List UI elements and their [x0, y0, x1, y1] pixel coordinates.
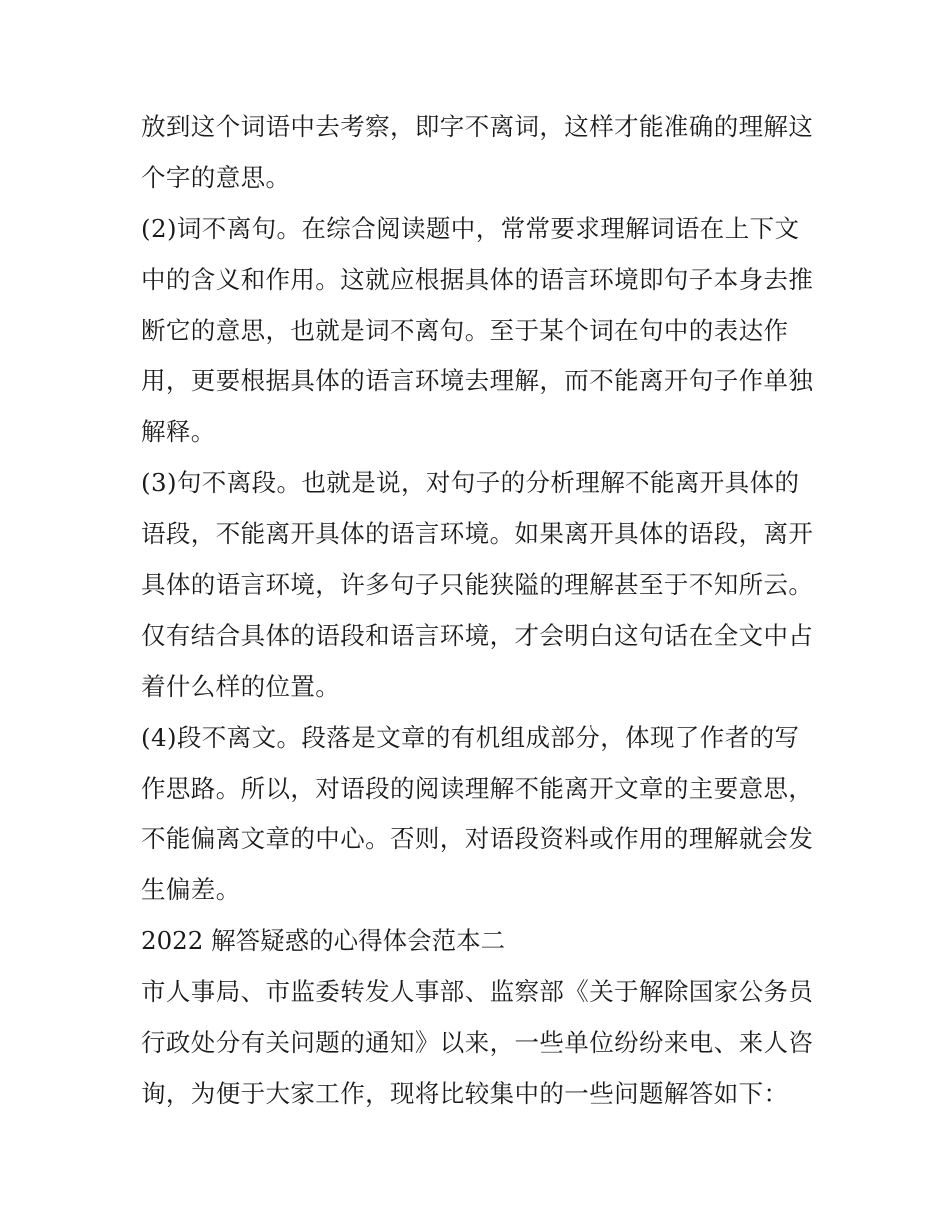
text-line: 生偏差。 — [141, 875, 241, 905]
text-line: 具体的语言环境，许多句子只能狭隘的理解甚至于不知所云。 — [141, 570, 814, 600]
section-heading: 2022 解答疑惑的心得体会范本二 — [141, 926, 506, 956]
text-line: 中的含义和作用。这就应根据具体的语言环境即句子本身去推 — [141, 264, 814, 294]
text-line: 着什么样的位置。 — [141, 671, 341, 701]
text-line: 个字的意思。 — [141, 162, 291, 192]
text-line: 断它的意思，也就是词不离句。至于某个词在句中的表达作 — [141, 315, 789, 345]
text-line: 市人事局、市监委转发人事部、监察部《关于解除国家公务员 — [141, 977, 814, 1007]
text-line: 语段，不能离开具体的语言环境。如果离开具体的语段，离开 — [141, 519, 814, 549]
list-item-2-line: (2)词不离句。在综合阅读题中，常常要求理解词语在上下文 — [141, 213, 800, 243]
text-line: 询，为便于大家工作，现将比较集中的一些问题解答如下： — [141, 1078, 789, 1108]
text-line: 作思路。所以，对语段的阅读理解不能离开文章的主要意思， — [141, 773, 814, 803]
text-line: 放到这个词语中去考察，即字不离词，这样才能准确的理解这 — [141, 112, 814, 141]
document-body — [141, 102, 821, 1120]
text-line: 用，更要根据具体的语言环境去理解，而不能离开句子作单独 — [141, 366, 814, 396]
list-item-4-line: (4)段不离文。段落是文章的有机组成部分，体现了作者的写 — [141, 722, 800, 752]
text-line: 不能偏离文章的中心。否则，对语段资料或作用的理解就会发 — [141, 824, 814, 854]
list-item-3-line: (3)句不离段。也就是说，对句子的分析理解不能离开具体的 — [141, 468, 800, 498]
text-line: 行政处分有关问题的通知》以来，一些单位纷纷来电、来人咨 — [141, 1028, 814, 1058]
text-line: 解释。 — [141, 417, 216, 447]
text-line: 仅有结合具体的语段和语言环境，才会明白这句话在全文中占 — [141, 620, 814, 650]
